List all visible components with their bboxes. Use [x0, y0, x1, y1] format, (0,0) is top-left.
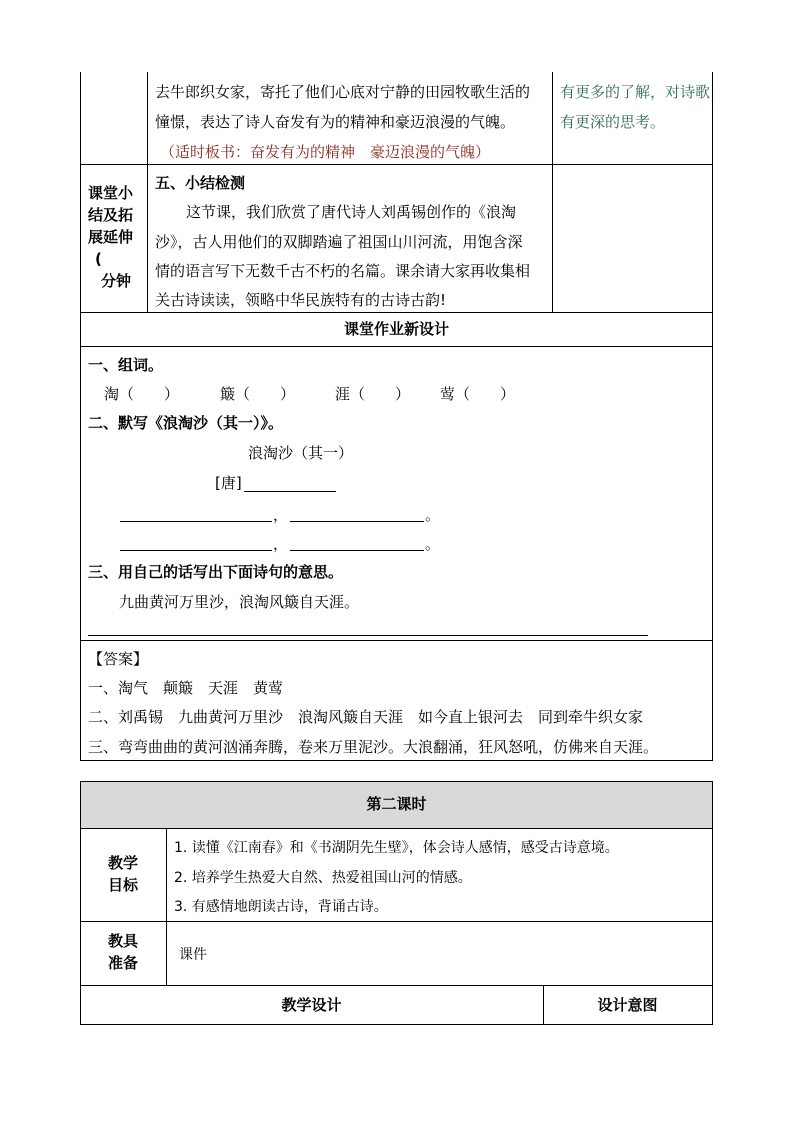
summary-label-line5: 分钟	[101, 272, 132, 290]
goal-item: 3. 有感情地朗读古诗，背诵古诗。	[174, 899, 388, 915]
summary-para-line2: 沙》，古人用他们的双脚踏遍了祖国山川河流，用饱含深	[155, 233, 523, 251]
goal-item: 2. 培养学生热爱大自然、热爱祖国山河的情感。	[174, 870, 472, 886]
answer-title: 【答案】	[88, 650, 149, 668]
q3-title: 三、用自己的话写出下面诗句的意思。	[88, 563, 344, 581]
q2-title: 二、默写《浪淘沙（其一）》。	[88, 414, 284, 432]
verse-blank-4	[290, 550, 424, 551]
row1-content-line1: 去牛郎织女家，寄托了他们心底对宁静的田园牧歌生活的	[155, 83, 531, 101]
verse-comma: ，	[273, 506, 289, 524]
row1-intent-line1: 有更多的了解，对诗歌	[560, 83, 711, 101]
summary-para-line3: 情的语言写下无数千古不朽的名篇。课余请大家再收集相	[155, 262, 531, 280]
answer-line1: 一、淘气 颠簸 天涯 黄莺	[88, 679, 284, 697]
column-design: 教学设计	[281, 996, 342, 1014]
verse-period: 。	[425, 535, 441, 553]
summary-heading: 五、小结检测	[155, 174, 246, 192]
verse-blank-3	[120, 550, 272, 551]
board-note: （适时板书：奋发有为的精神 豪迈浪漫的气魄）	[160, 143, 491, 161]
poem-dynasty: [唐]	[215, 474, 242, 492]
summary-label-line4: (	[95, 250, 102, 268]
lesson-header: 第二课时	[366, 795, 427, 813]
q3-answer-line	[88, 635, 648, 636]
q1-title: 一、组词。	[88, 356, 164, 374]
q1-item: 淘（ ）	[104, 385, 180, 403]
tools-label-line1: 教具	[108, 932, 139, 950]
homework-title: 课堂作业新设计	[343, 320, 449, 338]
author-blank	[244, 491, 336, 492]
row1-content-line2: 憧憬，表达了诗人奋发有为的精神和豪迈浪漫的气魄。	[155, 113, 516, 131]
summary-label-line2: 结及拓	[88, 206, 134, 224]
answer-line3: 三、弯弯曲曲的黄河汹涌奔腾，卷来万里泥沙。大浪翻涌，狂风怒吼，仿佛来自天涯。	[88, 738, 659, 756]
verse-blank-1	[120, 521, 272, 522]
goal-item: 1. 读懂《江南春》和《书湖阴先生壁》，体会诗人感情，感受古诗意境。	[174, 840, 619, 856]
goals-label-line1: 教学	[108, 854, 139, 872]
summary-label-line3: 展延伸	[88, 228, 134, 246]
verse-period: 。	[425, 506, 441, 524]
summary-para-line1: 这节课，我们欣赏了唐代诗人刘禹锡创作的《浪淘	[186, 203, 517, 221]
summary-para-line4: 关古诗读读，领略中华民族特有的古诗古韵!	[155, 291, 447, 309]
q1-item: 簸（ ）	[220, 385, 296, 403]
verse-blank-2	[290, 521, 424, 522]
summary-label-line1: 课堂小	[88, 184, 134, 202]
q3-sentence: 九曲黄河万里沙，浪淘风簸自天涯。	[119, 593, 360, 611]
verse-comma: ，	[273, 535, 289, 553]
poem-title: 浪淘沙（其一）	[248, 444, 354, 462]
goals-label-line2: 目标	[108, 876, 139, 894]
q1-item: 涯（ ）	[335, 385, 411, 403]
column-intent: 设计意图	[597, 996, 658, 1014]
row1-intent-line2: 有更深的思考。	[560, 113, 666, 131]
tools-value: 课件	[179, 947, 207, 963]
answer-line2: 二、刘禹锡 九曲黄河万里沙 浪淘风簸自天涯 如今直上银河去 同到牵牛织女家	[88, 708, 644, 726]
q1-item: 莺（ ）	[440, 385, 516, 403]
tools-label-line2: 准备	[108, 954, 139, 972]
